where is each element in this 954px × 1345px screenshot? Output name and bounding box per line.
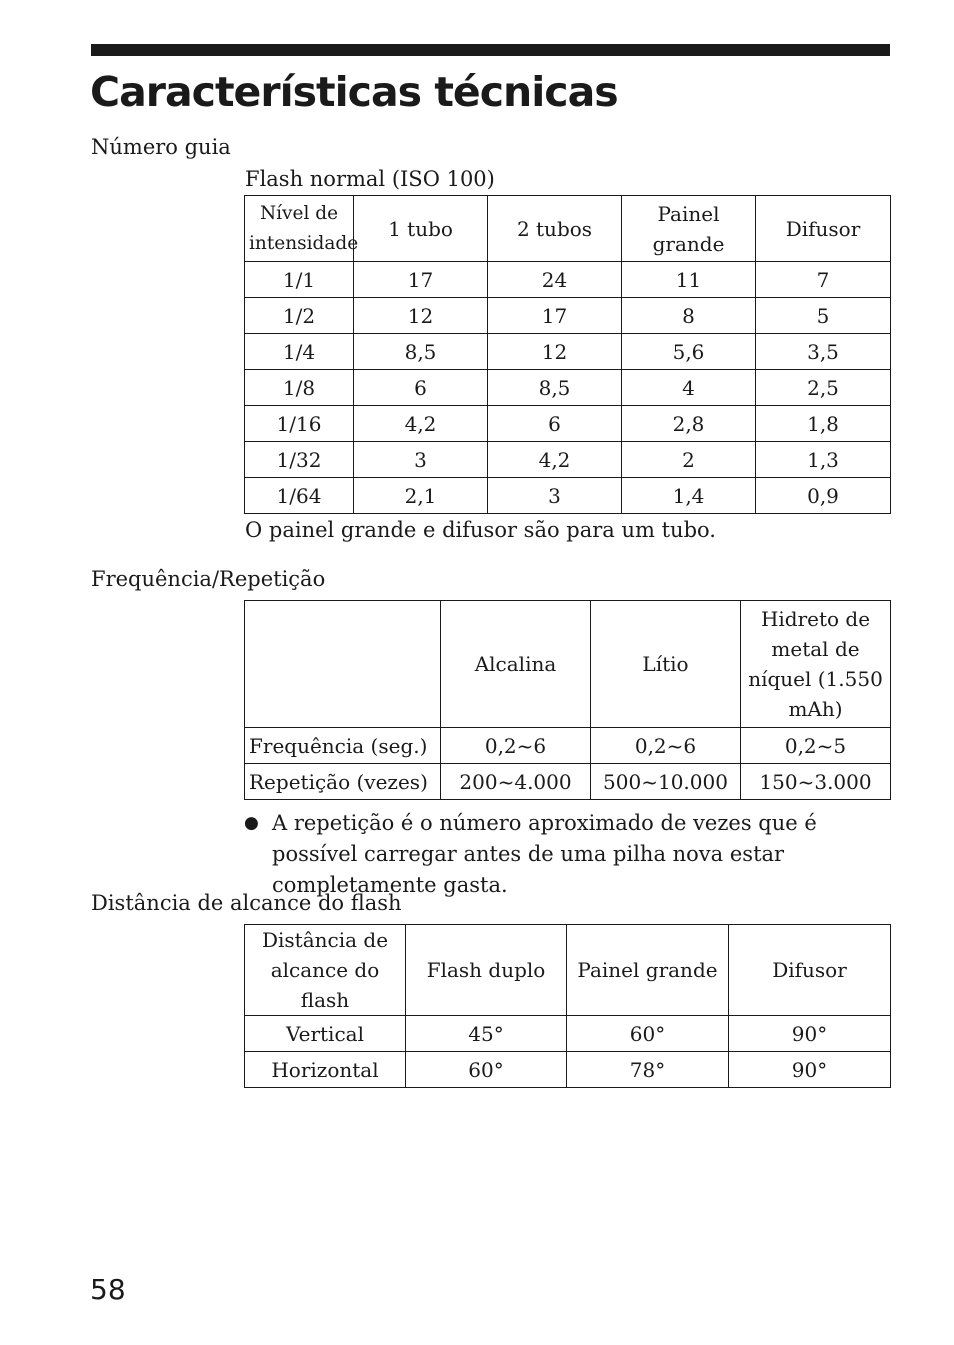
table-cell: 4 <box>622 370 756 406</box>
guide-number-table <box>244 195 891 514</box>
table-cell: 0,2~6 <box>441 728 591 764</box>
table-cell: 4,2 <box>354 406 488 442</box>
table-cell: Repetição (vezes) <box>245 764 441 800</box>
table-cell: 1,4 <box>622 478 756 514</box>
table-cell: 6 <box>488 406 622 442</box>
table-row <box>245 728 891 764</box>
table-cell: 8 <box>622 298 756 334</box>
header-cell: Lítio <box>591 601 741 728</box>
page-title: Características técnicas <box>90 68 618 116</box>
table-cell: 1/64 <box>245 478 354 514</box>
table-cell: 1,8 <box>756 406 891 442</box>
header-cell: Painel grande <box>567 925 729 1016</box>
table-row <box>245 1052 891 1088</box>
header-cell: Nível de intensidade <box>245 196 354 262</box>
header-cell: 2 tubos <box>488 196 622 262</box>
table-cell: Frequência (seg.) <box>245 728 441 764</box>
table-cell: 3 <box>354 442 488 478</box>
table-cell: 45° <box>406 1016 567 1052</box>
table-cell: 7 <box>756 262 891 298</box>
table-cell: 3 <box>488 478 622 514</box>
table-cell: 78° <box>567 1052 729 1088</box>
table-cell: 17 <box>488 298 622 334</box>
header-cell <box>245 601 441 728</box>
table-row <box>245 262 891 298</box>
table-cell: 90° <box>729 1052 891 1088</box>
table-cell: 2,1 <box>354 478 488 514</box>
table-cell: 200~4.000 <box>441 764 591 800</box>
header-cell: Painel grande <box>622 196 756 262</box>
table-cell: 12 <box>354 298 488 334</box>
guide-number-caption: Flash normal (ISO 100) <box>245 167 495 191</box>
header-cell: 1 tubo <box>354 196 488 262</box>
table-cell: 3,5 <box>756 334 891 370</box>
table-cell: 24 <box>488 262 622 298</box>
table-cell: 500~10.000 <box>591 764 741 800</box>
table-cell: Horizontal <box>245 1052 406 1088</box>
frequency-label: Frequência/Repetição <box>91 567 326 591</box>
table-row <box>245 1016 891 1052</box>
table-cell: 1/16 <box>245 406 354 442</box>
frequency-table <box>244 600 891 800</box>
header-cell: Hidreto de metal de níquel (1.550 mAh) <box>741 601 891 728</box>
table-header-row <box>245 196 891 262</box>
table-cell: 2,8 <box>622 406 756 442</box>
header-cell: Difusor <box>756 196 891 262</box>
page-number: 58 <box>90 1273 126 1306</box>
table-row <box>245 442 891 478</box>
table-cell: 2,5 <box>756 370 891 406</box>
table-cell: 2 <box>622 442 756 478</box>
table-cell: 1/32 <box>245 442 354 478</box>
table-cell: 150~3.000 <box>741 764 891 800</box>
table-cell: 12 <box>488 334 622 370</box>
table-cell: 4,2 <box>488 442 622 478</box>
table-cell: 5,6 <box>622 334 756 370</box>
table-row <box>245 478 891 514</box>
table-cell: 1/2 <box>245 298 354 334</box>
battery-note-text: A repetição é o número aproximado de vezes que é possível carregar antes de uma pilha nova estar completamente gasta. <box>272 811 817 897</box>
coverage-table <box>244 924 891 1088</box>
table-cell: 0,2~5 <box>741 728 891 764</box>
top-rule <box>91 44 890 56</box>
header-cell: Flash duplo <box>406 925 567 1016</box>
guide-number-note: O painel grande e difusor são para um tubo. <box>245 518 716 542</box>
guide-number-label: Número guia <box>91 135 231 159</box>
table-cell: 1/1 <box>245 262 354 298</box>
battery-note <box>244 808 890 901</box>
table-cell: 1/8 <box>245 370 354 406</box>
table-cell: 1/4 <box>245 334 354 370</box>
table-row <box>245 370 891 406</box>
header-cell: Distância de alcance do flash <box>245 925 406 1016</box>
header-cell: Difusor <box>729 925 891 1016</box>
table-header-row <box>245 601 891 728</box>
bullet-icon: ● <box>244 813 259 833</box>
table-row <box>245 764 891 800</box>
coverage-label: Distância de alcance do flash <box>91 891 402 915</box>
table-cell: 17 <box>354 262 488 298</box>
table-cell: 8,5 <box>354 334 488 370</box>
table-row <box>245 334 891 370</box>
table-cell: 0,9 <box>756 478 891 514</box>
table-cell: 8,5 <box>488 370 622 406</box>
table-cell: 0,2~6 <box>591 728 741 764</box>
table-cell: 5 <box>756 298 891 334</box>
table-cell: 60° <box>567 1016 729 1052</box>
table-header-row <box>245 925 891 1016</box>
table-cell: 60° <box>406 1052 567 1088</box>
table-cell: Vertical <box>245 1016 406 1052</box>
header-cell: Alcalina <box>441 601 591 728</box>
table-cell: 90° <box>729 1016 891 1052</box>
table-cell: 6 <box>354 370 488 406</box>
table-cell: 11 <box>622 262 756 298</box>
table-row <box>245 406 891 442</box>
table-cell: 1,3 <box>756 442 891 478</box>
table-row <box>245 298 891 334</box>
